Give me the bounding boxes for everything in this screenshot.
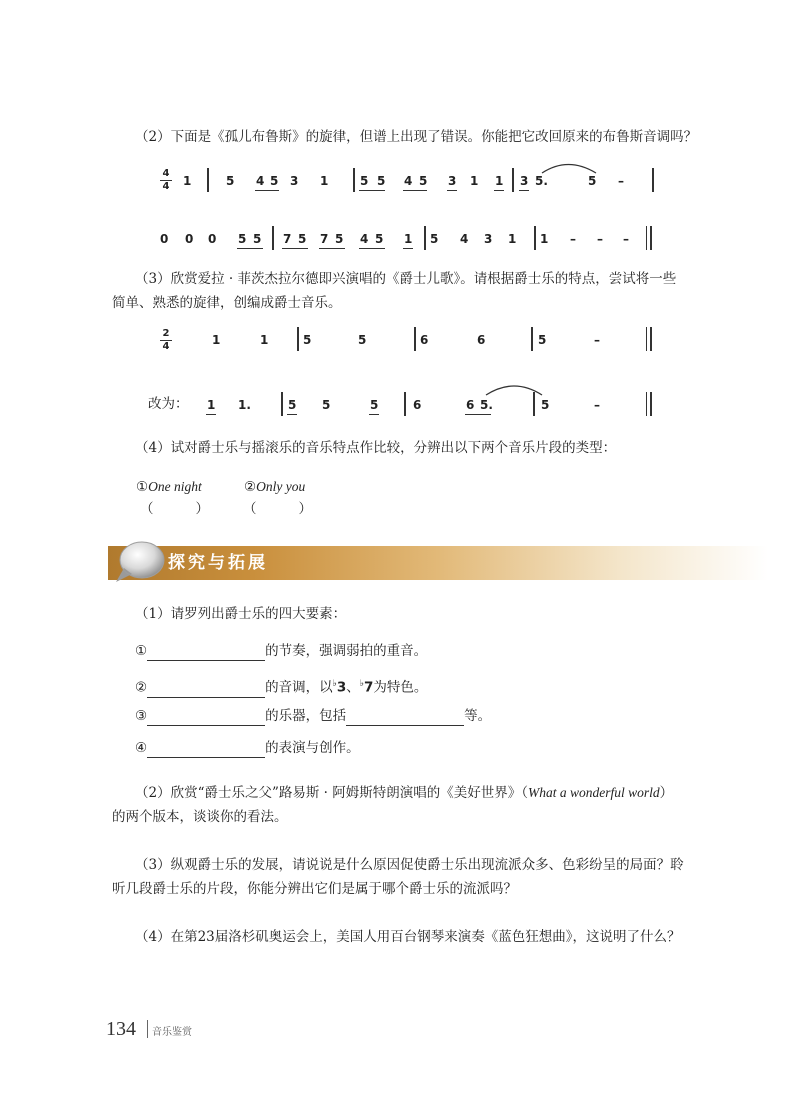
beam	[465, 414, 491, 415]
note: –	[594, 398, 600, 412]
tie-arc	[540, 158, 600, 176]
beam	[255, 190, 279, 191]
beam	[403, 248, 413, 249]
final-barline-thick	[650, 327, 652, 351]
note: 5	[538, 333, 547, 347]
note: –	[597, 232, 603, 246]
book-title: 音乐鉴赏	[152, 1027, 192, 1038]
note: 6	[420, 333, 429, 347]
e1-row-1: ① 的节奏，强调弱拍的重音。	[135, 643, 428, 659]
note: 6	[466, 398, 475, 412]
e1-row-2: ② 的音调，以♭3、♭7为特色。	[135, 679, 428, 696]
barline	[281, 392, 283, 416]
note: 5	[303, 333, 312, 347]
answer-blank[interactable]	[147, 679, 265, 698]
song-title: What a wonderful world	[528, 785, 660, 800]
note: 4	[256, 174, 265, 188]
change-label: 改为：	[148, 396, 189, 412]
q2-text: （2）下面是《孤儿布鲁斯》的旋律，但谱上出现了错误。你能把它改回原来的布鲁斯音调吗？	[135, 129, 698, 145]
note: 7	[283, 232, 292, 246]
final-barline-thick	[650, 226, 652, 250]
note: 1	[508, 232, 517, 246]
q3-text-line1: （3）欣赏爱拉 · 菲茨杰拉尔德即兴演唱的《爵士儿歌》。请根据爵士乐的特点，尝试将一些	[135, 271, 677, 287]
e2-text-line2: 的两个版本，谈谈你的看法。	[112, 809, 288, 825]
note: 1	[495, 174, 504, 188]
note: 0	[185, 232, 194, 246]
barline	[652, 168, 654, 192]
beam	[369, 414, 379, 415]
item-number: ②	[244, 479, 257, 495]
note: 1	[470, 174, 479, 188]
note: 4	[404, 174, 413, 188]
speech-bubble-icon	[108, 538, 168, 586]
note: 1	[320, 174, 329, 188]
barline	[414, 327, 416, 351]
beam	[319, 248, 345, 249]
note: 1	[207, 398, 216, 412]
notes	[0, 232, 800, 248]
note: 1	[260, 333, 269, 347]
note: 4	[360, 232, 369, 246]
note: 1	[183, 174, 192, 188]
beam	[403, 190, 427, 191]
note: 3	[520, 174, 529, 188]
note: 0	[208, 232, 217, 246]
final-barline-thin	[646, 392, 647, 416]
item-number: ①	[136, 479, 149, 495]
notes	[0, 174, 800, 190]
q4-item2	[244, 477, 305, 497]
answer-paren-2: （ ）	[243, 501, 312, 517]
note: 3	[484, 232, 493, 246]
note: 4	[460, 232, 469, 246]
tie-arc	[484, 380, 546, 398]
answer-blank[interactable]	[147, 739, 265, 758]
page-number: 134	[106, 1018, 136, 1040]
note: 1	[540, 232, 549, 246]
beam	[282, 248, 308, 249]
note: 5.	[535, 174, 548, 188]
note: –	[618, 174, 624, 188]
time-signature: 4 4	[160, 169, 172, 192]
barline	[207, 168, 209, 192]
answer-paren-1: （ ）	[140, 501, 209, 517]
barline	[424, 226, 426, 250]
q3-text-line2: 简单、熟悉的旋律，创编成爵士音乐。	[112, 295, 342, 311]
note: 5	[370, 398, 379, 412]
item-number: ③	[135, 708, 148, 724]
section-title: 探究与拓展	[168, 553, 268, 573]
item-number: ②	[135, 679, 148, 696]
note: 5	[358, 333, 367, 347]
note: 5	[298, 232, 307, 246]
barline	[534, 226, 536, 250]
note: 5	[375, 232, 384, 246]
e2-text-line1: （2）欣赏“爵士乐之父”路易斯 · 阿姆斯特朗演唱的《美好世界》（What a wonderful world）	[135, 785, 674, 801]
note: 5	[238, 232, 247, 246]
final-barline-thick	[650, 392, 652, 416]
item-number: ①	[135, 643, 148, 659]
note: 0	[160, 232, 169, 246]
beam	[287, 414, 297, 415]
final-barline-thin	[646, 226, 647, 250]
e3-text-line1: （3）纵观爵士乐的发展，请说说是什么原因促使爵士乐出现流派众多、色彩纷呈的局面？聆	[135, 857, 684, 873]
answer-blank[interactable]	[346, 707, 464, 726]
song-title: Only you	[256, 479, 306, 494]
barline	[512, 168, 514, 192]
answer-blank[interactable]	[147, 707, 265, 726]
beam	[359, 190, 385, 191]
song-title: One night	[148, 479, 202, 494]
note: 5	[226, 174, 235, 188]
note: 3	[448, 174, 457, 188]
barline	[297, 327, 299, 351]
note: 6	[413, 398, 422, 412]
e1-text: （1）请罗列出爵士乐的四大要素：	[135, 606, 347, 622]
note: 5	[541, 398, 550, 412]
note: 5	[253, 232, 262, 246]
beam	[494, 190, 504, 191]
footer-divider	[147, 1020, 148, 1038]
note: 5	[270, 174, 279, 188]
beam	[206, 414, 216, 415]
note: –	[594, 333, 600, 347]
q4-item1	[136, 477, 202, 497]
answer-blank[interactable]	[147, 642, 265, 661]
item-number: ④	[135, 740, 148, 756]
e1-row-4: ④ 的表演与创作。	[135, 740, 360, 756]
note: 5	[377, 174, 386, 188]
note: 5	[360, 174, 369, 188]
note: 5	[288, 398, 297, 412]
note: 7	[320, 232, 329, 246]
note: 3	[290, 174, 299, 188]
note: –	[570, 232, 576, 246]
final-barline-thin	[646, 327, 647, 351]
note: 5	[588, 174, 597, 188]
beam	[447, 190, 457, 191]
barline	[353, 168, 355, 192]
note: 1.	[238, 398, 251, 412]
notes	[0, 398, 800, 414]
note: 5.	[480, 398, 493, 412]
note: 5	[419, 174, 428, 188]
note: 6	[477, 333, 486, 347]
e4-text: （4）在第23届洛杉矶奥运会上，美国人用百台钢琴来演奏《蓝色狂想曲》，这说明了什么？	[135, 929, 681, 945]
e3-text-line2: 听几段爵士乐的片段，你能分辨出它们是属于哪个爵士乐的流派吗？	[112, 881, 517, 897]
notes	[0, 333, 800, 349]
time-signature: 2 4	[160, 329, 172, 352]
note: 5	[335, 232, 344, 246]
barline	[272, 226, 274, 250]
barline	[404, 392, 406, 416]
beam	[237, 248, 263, 249]
beam	[519, 190, 529, 191]
beam	[359, 248, 385, 249]
note: –	[623, 232, 629, 246]
q4-text: （4）试对爵士乐与摇滚乐的音乐特点作比较，分辨出以下两个音乐片段的类型：	[135, 440, 617, 456]
barline	[531, 327, 533, 351]
note: 1	[212, 333, 221, 347]
note: 5	[322, 398, 331, 412]
note: 1	[404, 232, 413, 246]
e1-row-3: ③ 的乐器，包括 等。	[135, 708, 492, 724]
note: 5	[430, 232, 439, 246]
